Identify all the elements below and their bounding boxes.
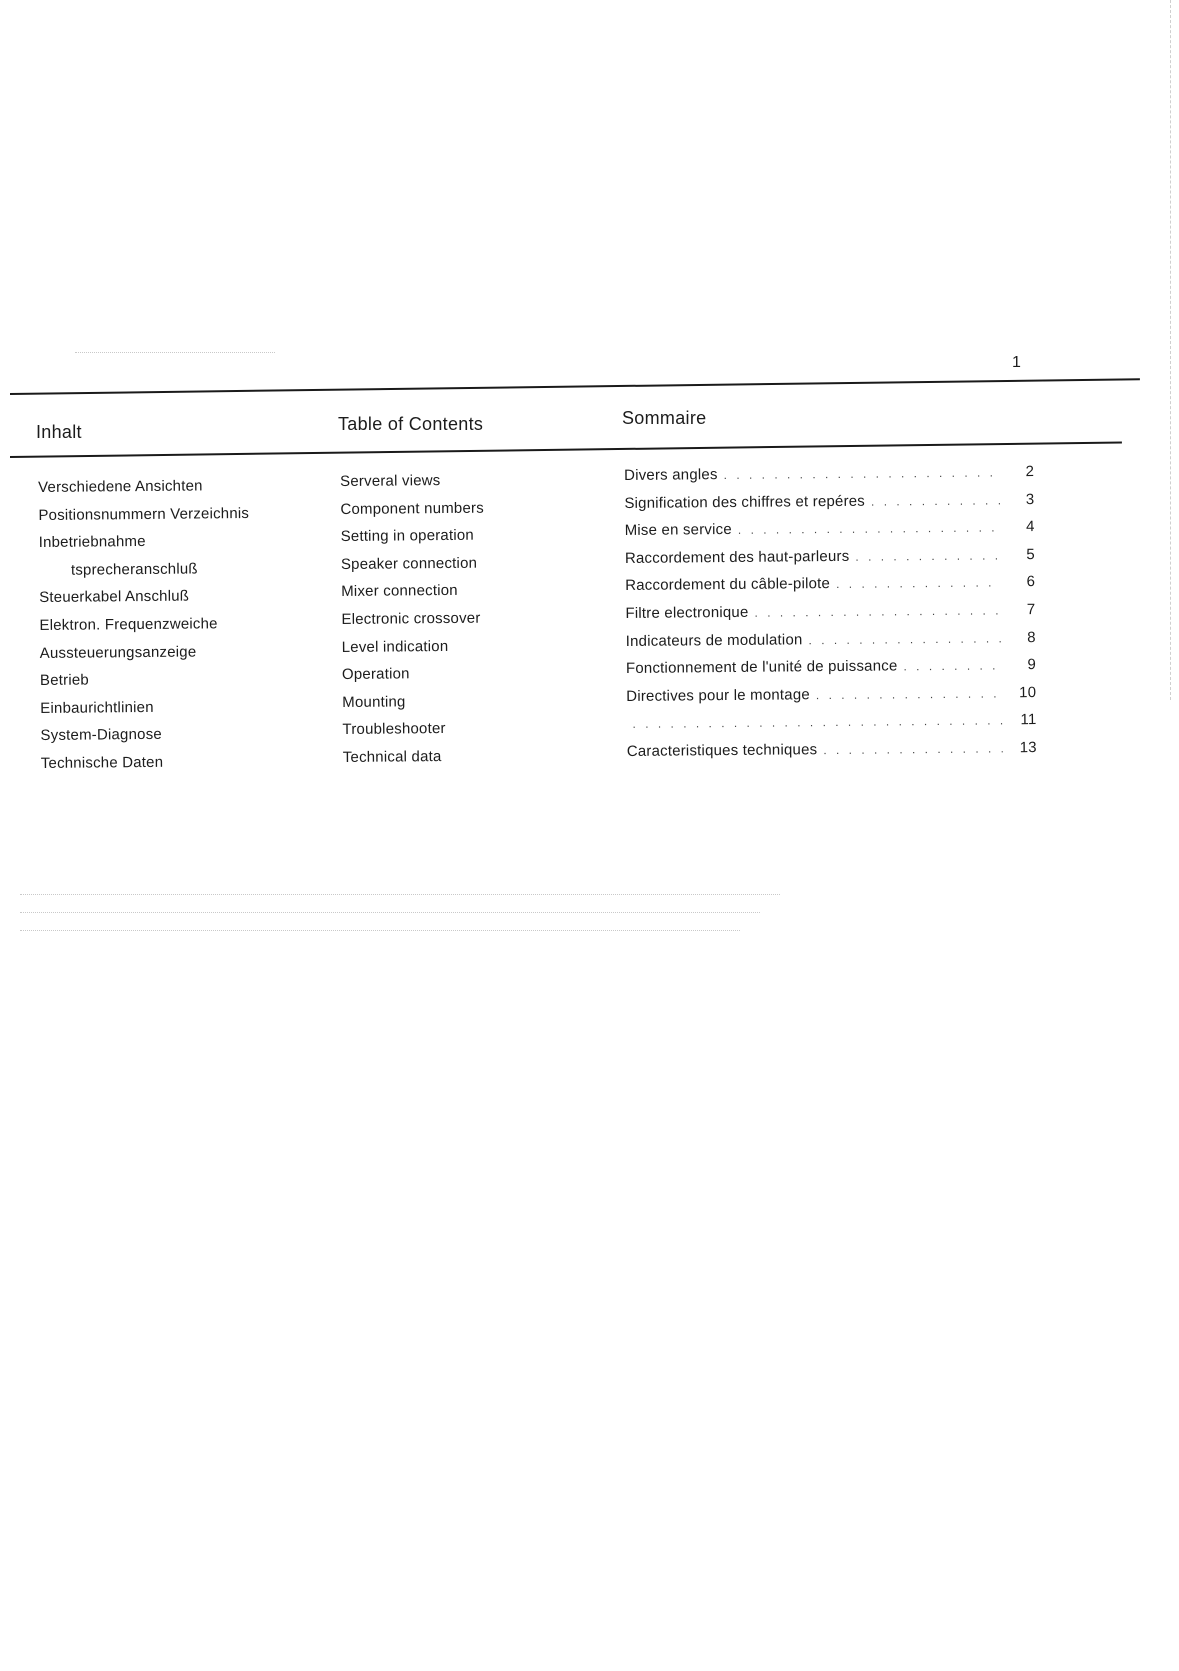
toc-entry-de: tsprecheranschluß — [70, 560, 198, 579]
toc-entry-en: Electronic crossover — [341, 609, 481, 628]
toc-page-ref: 8 — [1027, 628, 1036, 646]
toc-entry-fr — [626, 624, 1036, 656]
dot-leader — [754, 597, 1001, 627]
toc-entry-fr — [625, 541, 1035, 573]
dot-leader — [903, 653, 1002, 682]
toc-entry-en: Operation — [341, 665, 410, 684]
toc-entry-en: Serveral views — [340, 472, 441, 490]
toc-page-ref: 4 — [1026, 518, 1035, 536]
toc-entry-en: Mounting — [342, 693, 406, 711]
toc-page-ref: 10 — [1019, 683, 1037, 701]
toc-page-ref: 11 — [1020, 711, 1037, 729]
toc-page-ref: 9 — [1027, 656, 1037, 674]
toc-entry-en: Component numbers — [340, 499, 484, 518]
dot-leader — [836, 570, 1001, 599]
scan-artifact — [20, 930, 740, 931]
page-number: 1 — [1012, 354, 1021, 371]
toc-list-german — [38, 472, 252, 778]
toc-entry-title: Raccordement des haut-parleurs — [624, 547, 850, 567]
toc-entry-en: Troubleshooter — [342, 720, 446, 739]
toc-entry-title: Caracteristiques techniques — [626, 741, 818, 760]
toc-entry-de: Steuerkabel Anschluß — [39, 587, 190, 607]
scan-artifact — [75, 352, 275, 353]
toc-entry-de: Einbaurichtlinien — [40, 698, 154, 717]
toc-entry-de: Inbetriebnahme — [38, 533, 146, 552]
dot-leader — [738, 515, 1001, 545]
heading-french: Sommaire — [622, 408, 707, 428]
toc-page-ref: 5 — [1026, 545, 1035, 563]
toc-entry-title: Raccordement du câble-pilote — [625, 575, 831, 595]
header-rule-top — [10, 378, 1140, 395]
scan-artifact — [20, 894, 780, 895]
toc-entry-fr — [624, 486, 1034, 518]
dot-leader — [808, 625, 1001, 654]
toc-entry-de: System-Diagnose — [40, 726, 162, 745]
toc-list-english — [340, 467, 486, 772]
toc-list-french — [624, 458, 1037, 765]
toc-entry-en: Mixer connection — [341, 582, 458, 601]
toc-page-ref: 2 — [1025, 463, 1035, 481]
toc-entry-de: Verschiedene Ansichten — [38, 477, 203, 496]
heading-german: Inhalt — [36, 422, 82, 442]
toc-entry-en: Setting in operation — [340, 526, 475, 546]
toc-entry-de: Elektron. Frequenzweiche — [39, 615, 218, 634]
toc-entry-title: Mise en service — [624, 521, 732, 540]
toc-entry-en: Level indication — [341, 637, 449, 656]
toc-entry-en: Technical data — [342, 747, 442, 766]
dot-leader — [871, 487, 1001, 516]
toc-page-ref: 6 — [1026, 573, 1036, 591]
toc-entry-de: Aussteuerungsanzeige — [39, 643, 197, 662]
scan-artifact — [20, 912, 760, 913]
toc-entry-fr — [625, 596, 1035, 628]
toc-entry-fr — [626, 679, 1036, 711]
toc-entry-fr — [626, 706, 1036, 738]
toc-entry-fr — [627, 734, 1037, 766]
dot-leader — [632, 708, 1002, 739]
scan-edge-mark — [1170, 0, 1171, 700]
toc-entry-fr — [626, 651, 1036, 683]
toc-entry-fr — [625, 513, 1035, 545]
toc-entry-en: Speaker connection — [340, 554, 478, 573]
toc-entry-title: Divers angles — [624, 466, 718, 484]
dot-leader — [823, 735, 1003, 764]
toc-page-ref: 13 — [1019, 738, 1037, 757]
toc-entry-title: Filtre electronique — [625, 603, 749, 622]
dot-leader — [816, 680, 1003, 709]
toc-entry-title: Signification des chiffres et repéres — [624, 492, 866, 512]
toc-entry-de: Technische Daten — [40, 753, 164, 772]
dot-leader — [855, 542, 1001, 571]
toc-entry-title: Directives pour le montage — [626, 685, 810, 705]
toc-entry-fr — [625, 568, 1035, 600]
toc-entry-fr — [624, 458, 1034, 490]
header-rule-bottom — [10, 441, 1122, 458]
heading-english: Table of Contents — [338, 414, 484, 434]
toc-entry-title: Fonctionnement de l'unité de puissance — [625, 657, 898, 678]
toc-entry-title: Indicateurs de modulation — [625, 630, 803, 650]
toc-entry-de: Betrieb — [39, 671, 90, 690]
dot-leader — [723, 459, 1000, 489]
toc-page-ref: 3 — [1025, 490, 1035, 508]
toc-page-ref: 7 — [1026, 601, 1036, 619]
toc-entry-de: Positionsnummern Verzeichnis — [38, 504, 250, 524]
